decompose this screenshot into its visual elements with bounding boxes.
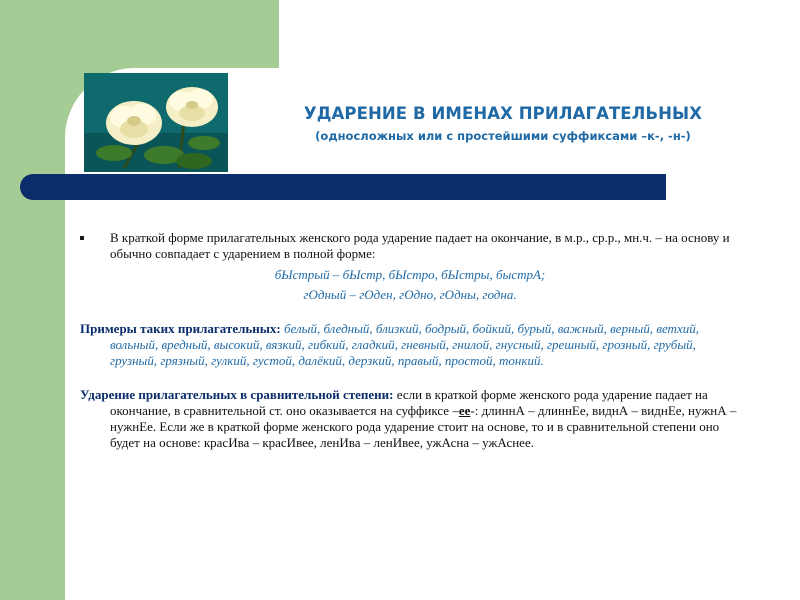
roses-image: [84, 73, 228, 172]
comparative-paragraph: [80, 387, 740, 451]
comparative-text-before: если в краткой форме женского рода ударение падает на окончание, в сравнительной ст. оно оказывается на суффиксе –: [110, 387, 708, 418]
examples-list: белый, бледный, близкий, бодрый, бойкий, бурый, важный, верный, ветхий, вольный, вредный, высокий, вязкий, гибкий, гладкий, гневный, гнилой, гнусный, грешный, грозный, грубый, грузный, грязный, гулкий, густой, далёкий, дерзкий, правый, простой, тонкий.: [110, 321, 699, 368]
slide-subtitle: (односложных или с простейшими суффиксами –к-, -н-): [315, 129, 691, 143]
comparative-suffix: ее: [458, 403, 471, 418]
slide-title: УДАРЕНИЕ В ИМЕНАХ ПРИЛАГАТЕЛЬНЫХ: [303, 104, 703, 123]
rule-paragraph: [80, 230, 740, 303]
rule-example-1: бЫстрый – бЫстр, бЫстро, бЫстры, быстрА;: [274, 267, 546, 282]
comparative-text-after: -: длиннА – длиннЕе, виднА – виднЕе, нужнА – нужнЕе. Если же в краткой форме женского рода ударение стоит на основе, то и в сравнительной степени оно будет на основе: красИва – красИвее, ленИва – ленИвее, ужАсна – ужАснее.: [110, 403, 737, 450]
rule-example-2: гОдный – гОден, гОдно, гОдны, годна.: [303, 287, 517, 302]
bullet-icon: [80, 236, 84, 240]
slide-body: [80, 230, 740, 451]
comparative-heading: Ударение прилагательных в сравнительной степени:: [80, 387, 394, 402]
examples-paragraph: [80, 321, 740, 369]
divider-bar: [20, 174, 666, 200]
examples-heading: Примеры таких прилагательных:: [80, 321, 281, 336]
rule-text: В краткой форме прилагательных женского рода ударение падает на окончание, в м.р., ср.р., мн.ч. – на основу и обычно совпадает с ударением в полной форме:: [110, 230, 730, 261]
header: [238, 104, 768, 143]
